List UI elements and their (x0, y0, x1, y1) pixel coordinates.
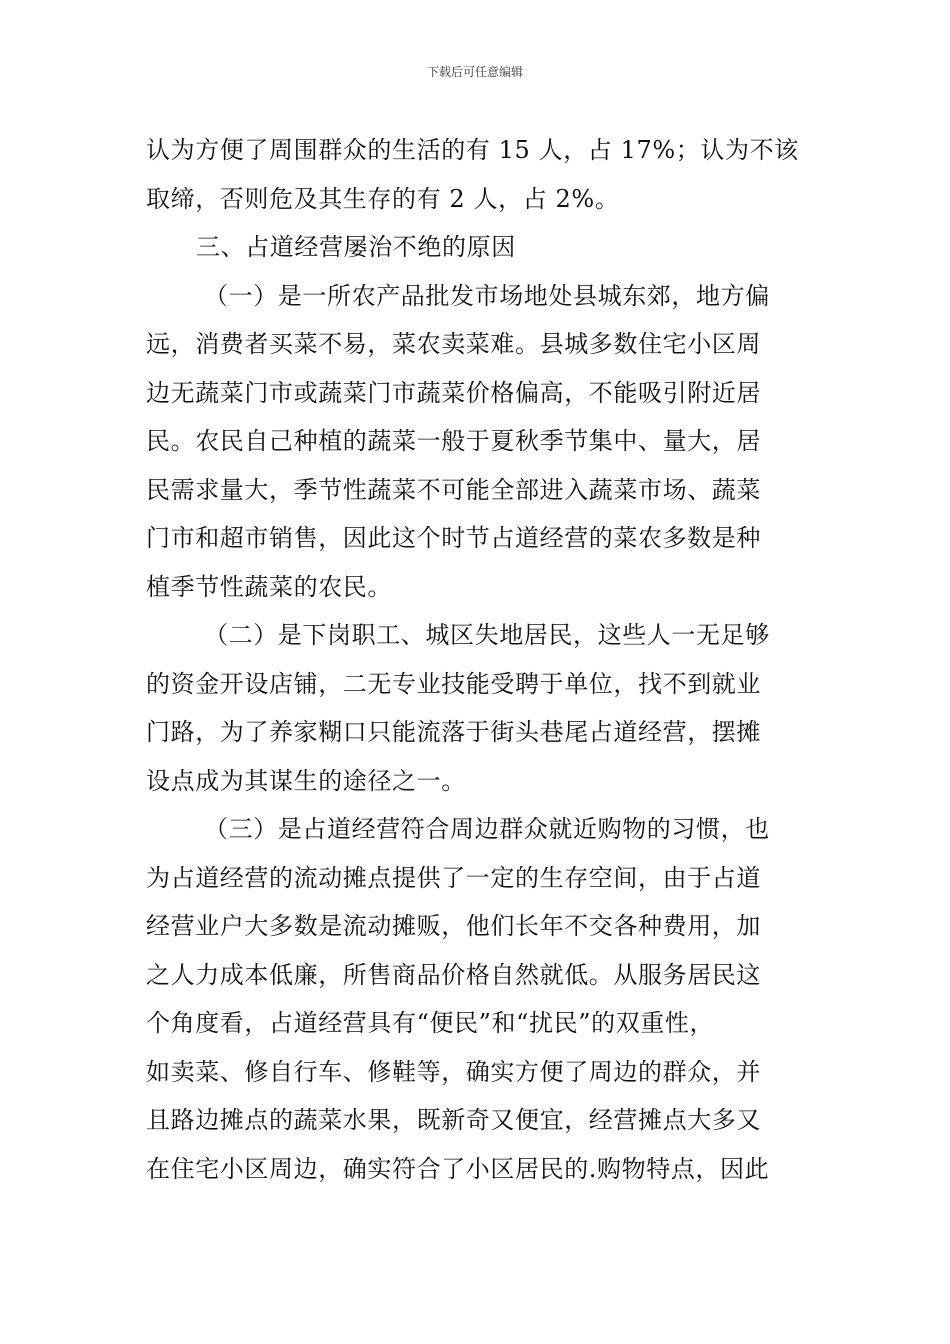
text-line: 远，消费者买菜不易，菜农卖菜难。县城多数住宅小区周 (146, 330, 761, 358)
text-line: 为占道经营的流动摊点提供了一定的生存空间，由于占道 (146, 863, 761, 892)
text-line: 取缔，否则危及其生存的有 2 人，占 2%。 (146, 184, 620, 213)
text-line: 如卖菜、修自行车、修鞋等，确实方便了周边的群众，并 (146, 1057, 761, 1086)
text-line: 植季节性蔬菜的农民。 (146, 572, 392, 601)
text-line: 门路，为了养家糊口只能流落于街头巷尾占道经营，摆摊 (146, 718, 761, 746)
document-body (146, 126, 811, 1193)
text-line: 设点成为其谋生的途径之一。 (146, 766, 466, 795)
text-line: 民。农民自己种植的蔬菜一般于夏秋季节集中、量大，居 (146, 427, 761, 455)
paragraph-start: （二）是下岗职工、城区失地居民，这些人一无足够 (204, 621, 770, 649)
text-line: 之人力成本低廉，所售商品价格自然就低。从服务居民这 (146, 960, 761, 989)
paragraph-start: （一）是一所农产品批发市场地处县城东郊，地方偏 (204, 281, 770, 310)
text-line: 且路边摊点的蔬菜水果，既新奇又便宜，经营摊点大多又 (146, 1106, 761, 1134)
text-line: 门市和超市销售，因此这个时节占道经营的菜农多数是种 (146, 524, 761, 552)
text-line: 经营业户大多数是流动摊贩，他们长年不交各种费用，加 (146, 912, 761, 940)
section-heading: 三、占道经营屡治不绝的原因 (196, 233, 516, 261)
text-line: 边无蔬菜门市或蔬菜门市蔬菜价格偏高，不能吸引附近居 (146, 378, 761, 407)
text-line: 的资金开设店铺，二无专业技能受聘于单位，找不到就业 (146, 669, 761, 698)
paragraph-start: （三）是占道经营符合周边群众就近购物的习惯，也 (204, 815, 770, 843)
text-line: 在住宅小区周边，确实符合了小区居民的.购物特点，因此 (146, 1154, 770, 1183)
text-line: 个角度看，占道经营具有“便民”和“扰民”的双重性， (146, 1009, 715, 1037)
text-line: 认为方便了周围群众的生活的有 15 人，占 17%；认为不该 (146, 136, 799, 164)
page-header: 下载后可任意编辑 (426, 65, 523, 79)
text-line: 民需求量大，季节性蔬菜不可能全部进入蔬菜市场、蔬菜 (146, 475, 761, 504)
